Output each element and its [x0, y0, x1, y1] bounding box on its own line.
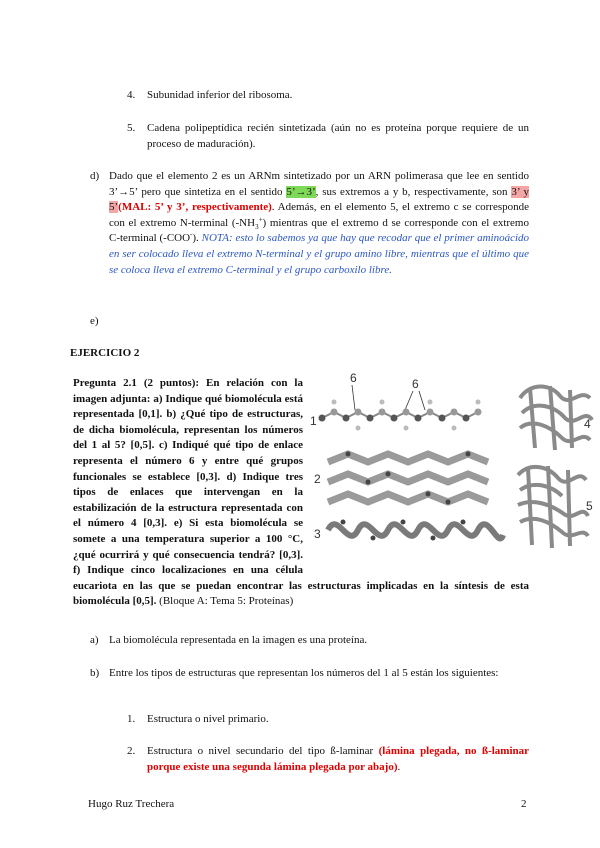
highlight-5-3: 5’→3’ [286, 185, 316, 198]
item-d-text-3: . Además, en el elemento 5, el extremo c se corresponde con el extremo N-terminal (-NH [109, 201, 529, 229]
item-d-label: d) [90, 170, 100, 182]
label-6b: 6 [412, 377, 419, 391]
list-number-5: 5. [127, 122, 136, 134]
item-e-label: e) [90, 315, 99, 327]
label-4: 4 [584, 417, 591, 431]
sub-list-text-2-correction: (lámina plegada, no ß-laminar porque existe una segunda lámina plegada por abajo) [147, 745, 530, 773]
item-d-text-4: ) mientras que el extremo d se corresponde con el extremo C-terminal (-COO [109, 216, 529, 245]
nh3-superscript: + [258, 215, 263, 224]
answer-a-text: La biomolécula representada en la imagen es una proteína. [109, 634, 368, 646]
sub-list-text-1: Estructura o nivel primario. [147, 713, 269, 725]
correction-mal: (MAL: 5’ y 3’, respectivamente) [118, 201, 272, 214]
answer-b-label: b) [90, 667, 100, 679]
item-d-text-5: ). [192, 232, 202, 245]
label-5: 5 [586, 499, 593, 513]
item-d-paragraph [109, 169, 529, 278]
question-topic: (Bloque A: Tema 5: Proteínas) [156, 595, 294, 608]
question-bold-text: Pregunta 2.1 (2 puntos): En relación con la imagen adjunta: a) Indique qué biomolécula está representada [0,1]. b) ¿Qué tipo de estructuras, de dicha biomolécula, representan los números del 1 al 5? [0,5]. c) Indiqué qué tipo de enlace representa el número 6 y entre qué grupos funcionales se establece [0,3]. d) Indique tres tipos de enlaces que intervengan en la estabilización de la estructura representada con el número 4 [0,3]. e) Si esta biomolécula se somete a una temperatura superior a 100 °C, ¿qué ocurrirá y qué consecuencia tendrá? [0,3]. f) Indique cinco localizaciones en una célula eucariota en las que se puedan encontrar las estructuras implicadas en la síntesis de esta biomolécula [0,5]. [73, 377, 529, 608]
question-block [73, 376, 529, 610]
label-1: 1 [310, 414, 317, 428]
note-text: NOTA: esto lo sabemos ya que hay que recodar que el primer aminoácido en ser colocado lleva el extremo N-terminal y el grupo amino libre, mientras que el último que se coloca lleva el extremo C-terminal y el grupo carboxilo libre. [109, 232, 530, 276]
nh3-subscript: 3 [255, 222, 259, 231]
list-number-4: 4. [127, 89, 136, 101]
label-2: 2 [314, 472, 321, 486]
sub-list-text-2-end: . [397, 760, 401, 773]
list-item-4-text: Subunidad inferior del ribosoma. [147, 89, 293, 101]
label-6a: 6 [350, 371, 357, 385]
answer-b-text: Entre los tipos de estructuras que representan los números del 1 al 5 están los siguientes: [109, 667, 499, 679]
footer-page-number: 2 [521, 798, 527, 810]
sub-list-number-1: 1. [127, 713, 136, 725]
label-3: 3 [314, 527, 321, 541]
sub-list-number-2: 2. [127, 745, 136, 757]
exercise-heading: EJERCICIO 2 [70, 347, 140, 359]
footer-author: Hugo Ruz Trechera [88, 798, 175, 810]
answer-a-label: a) [90, 634, 99, 646]
sub-list-text-2 [147, 744, 529, 775]
highlight-3-5: 3’ y 5’ [109, 185, 529, 214]
item-d-text-1: Dado que el elemento 2 es un ARNm sintetizado por un ARN polimerasa que lee en sentido 3’→5’ pero que sintetiza en el sentido [109, 170, 529, 198]
figure-float-spacer [303, 376, 529, 564]
sub-list-text-2-main: Estructura o nivel secundario del tipo ß-laminar [147, 745, 379, 757]
list-item-5-text: Cadena polipeptídica recién sintetizada (aún no es proteína porque requiere de un proceso de maduración). [147, 122, 529, 150]
coo-superscript: - [190, 230, 193, 239]
item-d-text-2: , sus extremos a y b, respectivamente, son [315, 185, 512, 198]
